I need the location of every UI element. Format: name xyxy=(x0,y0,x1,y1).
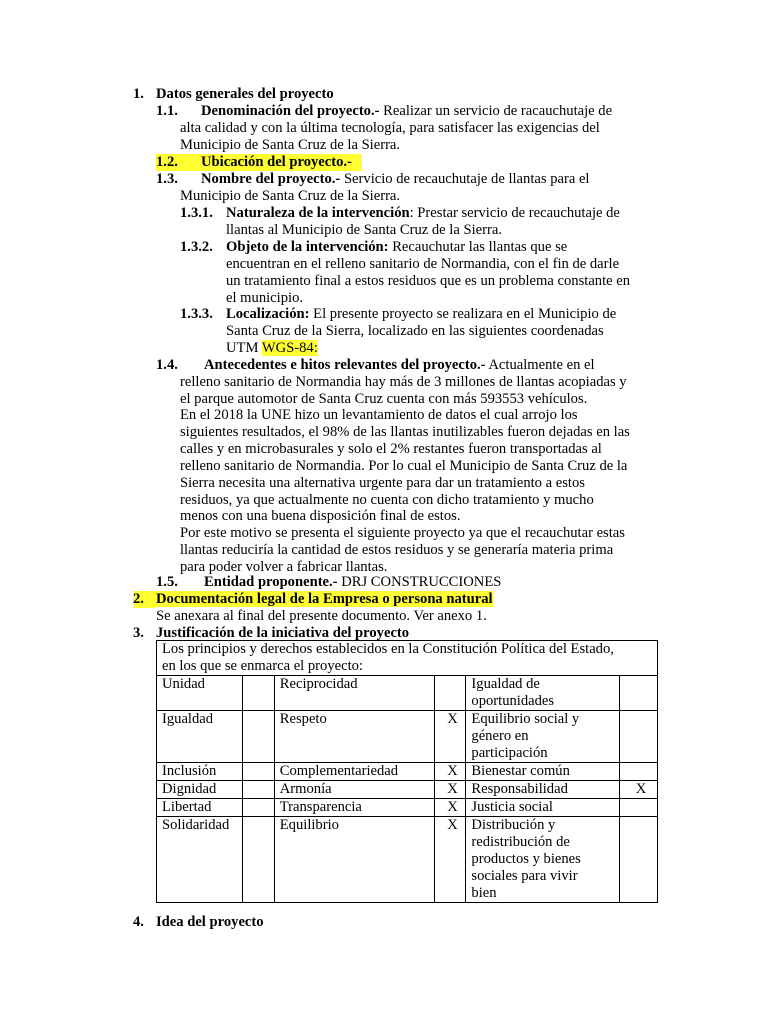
mark-cell xyxy=(620,799,658,817)
principle-cell: Armonía xyxy=(274,781,434,799)
mark-cell: X xyxy=(434,799,466,817)
principle-cell xyxy=(466,711,620,763)
subsection-1-1-title: Denominación del proyecto.- xyxy=(201,103,380,119)
subsection-1-4-line xyxy=(156,357,595,374)
principle-cell: Responsabilidad xyxy=(466,781,620,799)
mark-cell: X xyxy=(620,781,658,799)
subsection-1-3-text: Servicio de recauchutaje de llantas para el xyxy=(340,171,590,187)
subsection-1-3-2-text-line: el municipio. xyxy=(226,290,304,306)
table-row xyxy=(157,781,658,799)
cell-line: sociales para vivir xyxy=(471,868,578,884)
mark-cell xyxy=(242,711,274,763)
subsection-1-5-line xyxy=(156,574,502,591)
subsection-1-1-text-line: Municipio de Santa Cruz de la Sierra. xyxy=(180,137,401,153)
subsection-1-3-1-text-line: llantas al Municipio de Santa Cruz de la Sierra. xyxy=(226,222,502,238)
principle-cell: Reciprocidad xyxy=(274,676,434,711)
cell-line: participación xyxy=(471,745,548,761)
table-header-cell xyxy=(157,641,658,676)
principle-cell: Bienestar común xyxy=(466,763,620,781)
subsection-1-4-text-line: En el 2018 la UNE hizo un levantamiento de datos el cual arrojo los xyxy=(180,407,578,423)
subsection-1-2-heading xyxy=(156,154,362,171)
section-1-heading xyxy=(133,86,334,103)
subsection-1-3-title: Nombre del proyecto.- xyxy=(201,171,341,187)
subsection-1-4-text-line: llantas reduciría la cantidad de estos residuos y se generaría materia prima xyxy=(180,542,614,558)
principles-table xyxy=(156,640,658,903)
table-row xyxy=(157,799,658,817)
mark-cell xyxy=(620,817,658,903)
cell-line: bien xyxy=(471,885,497,901)
subsection-1-3-1-line xyxy=(180,205,620,222)
cell-line: redistribución de xyxy=(471,834,570,850)
subsection-1-3-2-text-line: un tratamiento final a estos residuos que es un problema constante en xyxy=(226,273,631,289)
subsection-1-3-1-title: Naturaleza de la intervención xyxy=(226,205,410,221)
section-1-number: 1. xyxy=(133,86,144,102)
principle-cell: Libertad xyxy=(157,799,243,817)
section-4-heading xyxy=(133,914,264,931)
cell-line: Igualdad de xyxy=(471,676,540,692)
table-row xyxy=(157,711,658,763)
subsection-1-3-number: 1.3. xyxy=(156,171,178,187)
subsection-1-4-text-line: Por este motivo se presenta el siguiente proyecto ya que el recauchutar estas xyxy=(180,525,625,541)
table-row xyxy=(157,817,658,903)
principle-cell: Justicia social xyxy=(466,799,620,817)
subsection-1-4-text: Actualmente en el xyxy=(485,357,595,373)
subsection-1-2-title: Ubicación del proyecto.- xyxy=(201,154,352,170)
subsection-1-4-text-line: residuos, ya que actualmente no cuenta con dicho tratamiento y mucho xyxy=(180,492,594,508)
subsection-1-3-3-text: El presente proyecto se realizara en el Municipio de xyxy=(309,306,617,322)
mark-cell xyxy=(620,676,658,711)
mark-cell xyxy=(620,763,658,781)
principle-cell: Igualdad xyxy=(157,711,243,763)
mark-cell xyxy=(242,763,274,781)
subsection-1-4-text-line: el parque automotor de Santa Cruz cuenta con más 593553 vehículos. xyxy=(180,391,588,407)
mark-cell: X xyxy=(434,763,466,781)
principle-cell: Unidad xyxy=(157,676,243,711)
subsection-1-1-text-line: alta calidad y con la última tecnología, para satisfacer las exigencias del xyxy=(180,120,600,136)
principle-cell: Respeto xyxy=(274,711,434,763)
subsection-1-3-2-title: Objeto de la intervención: xyxy=(226,239,389,255)
subsection-1-3-3-line xyxy=(180,306,617,323)
mark-cell xyxy=(434,676,466,711)
subsection-1-4-text-line: Sierra necesita una alternativa urgente para dar un tratamiento a estos xyxy=(180,475,585,491)
cell-line: género en xyxy=(471,728,529,744)
principle-cell xyxy=(466,817,620,903)
principle-cell: Complementariedad xyxy=(274,763,434,781)
section-4-number: 4. xyxy=(133,914,144,930)
subsection-1-1-line xyxy=(156,103,613,120)
subsection-1-3-3-title: Localización: xyxy=(226,306,310,322)
section-3-heading xyxy=(133,625,410,642)
wgs84-highlight: WGS-84: xyxy=(261,340,318,356)
subsection-1-4-title: Antecedentes e hitos relevantes del proyecto.- xyxy=(204,357,486,373)
mark-cell: X xyxy=(434,711,466,763)
subsection-1-4-text-line: relleno sanitario de Normandia. Por lo cual el Municipio de Santa Cruz de la xyxy=(180,458,628,474)
section-1-title: Datos generales del proyecto xyxy=(156,86,334,102)
subsection-1-3-2-number: 1.3.2. xyxy=(180,239,213,255)
subsection-1-4-text-line: calles y en microbasurales y solo el 2% restantes fueron transportadas al xyxy=(180,441,602,457)
subsection-1-3-1-number: 1.3.1. xyxy=(180,205,213,221)
cell-line: productos y bienes xyxy=(471,851,581,867)
subsection-1-5-text: DRJ CONSTRUCCIONES xyxy=(337,574,502,590)
principle-cell: Solidaridad xyxy=(157,817,243,903)
section-2-number: 2. xyxy=(133,591,156,608)
principle-cell: Dignidad xyxy=(157,781,243,799)
subsection-1-3-text-line: Municipio de Santa Cruz de la Sierra. xyxy=(180,188,401,204)
section-3-number: 3. xyxy=(133,625,144,641)
subsection-1-5-number: 1.5. xyxy=(156,574,178,590)
subsection-1-3-3-text-line: Santa Cruz de la Sierra, localizado en las siguientes coordenadas xyxy=(226,323,604,339)
mark-cell xyxy=(242,781,274,799)
subsection-1-4-text-line: siguientes resultados, el 98% de las llantas inutilizables fueron dejadas en las xyxy=(180,424,630,440)
section-3-title: Justificación de la iniciativa del proyecto xyxy=(156,625,410,641)
subsection-1-3-3-text-line xyxy=(226,340,318,357)
mark-cell: X xyxy=(434,781,466,799)
subsection-1-3-2-text: Recauchutar las llantas que se xyxy=(388,239,568,255)
table-header-line: Los principios y derechos establecidos en la Constitución Política del Estado, xyxy=(162,641,614,657)
subsection-1-4-number: 1.4. xyxy=(156,357,178,373)
mark-cell xyxy=(242,676,274,711)
mark-cell xyxy=(620,711,658,763)
section-2-heading xyxy=(133,591,493,608)
principle-cell: Transparencia xyxy=(274,799,434,817)
subsection-1-3-2-text-line: encuentran en el relleno sanitario de Normandia, con el fin de darle xyxy=(226,256,620,272)
cell-line: Equilibrio social y xyxy=(471,711,580,727)
principle-cell xyxy=(466,676,620,711)
mark-cell: X xyxy=(434,817,466,903)
mark-cell xyxy=(242,799,274,817)
table-row xyxy=(157,763,658,781)
table-header-row xyxy=(157,641,658,676)
mark-cell xyxy=(242,817,274,903)
utm-label: UTM xyxy=(226,340,262,356)
subsection-1-1-number: 1.1. xyxy=(156,103,178,119)
subsection-1-2-number: 1.2. xyxy=(156,154,178,170)
subsection-1-3-line xyxy=(156,171,590,188)
subsection-1-4-text-line: para poder volver a fabricar llantas. xyxy=(180,559,388,575)
section-2-text: Se anexara al final del presente documento. Ver anexo 1. xyxy=(156,608,487,624)
subsection-1-4-text-line: relleno sanitario de Normandia hay más de 3 millones de llantas acopiadas y xyxy=(180,374,627,390)
subsection-1-3-3-number: 1.3.3. xyxy=(180,306,213,322)
section-4-title: Idea del proyecto xyxy=(156,914,264,930)
subsection-1-5-title: Entidad proponente.- xyxy=(204,574,338,590)
section-2-title: Documentación legal de la Empresa o persona natural xyxy=(156,591,493,607)
table-row xyxy=(157,676,658,711)
cell-line: Distribución y xyxy=(471,817,556,833)
cell-line: oportunidades xyxy=(471,693,555,709)
subsection-1-4-text-line: menos con una buena disposición final de estos. xyxy=(180,508,461,524)
subsection-1-1-text: Realizar un servicio de racauchutaje de xyxy=(379,103,613,119)
subsection-1-3-2-line xyxy=(180,239,568,256)
principle-cell: Inclusión xyxy=(157,763,243,781)
subsection-1-3-1-text: : Prestar servicio de recauchutaje de xyxy=(409,205,620,221)
principle-cell: Equilibrio xyxy=(274,817,434,903)
table-header-line: en los que se enmarca el proyecto: xyxy=(162,658,363,674)
